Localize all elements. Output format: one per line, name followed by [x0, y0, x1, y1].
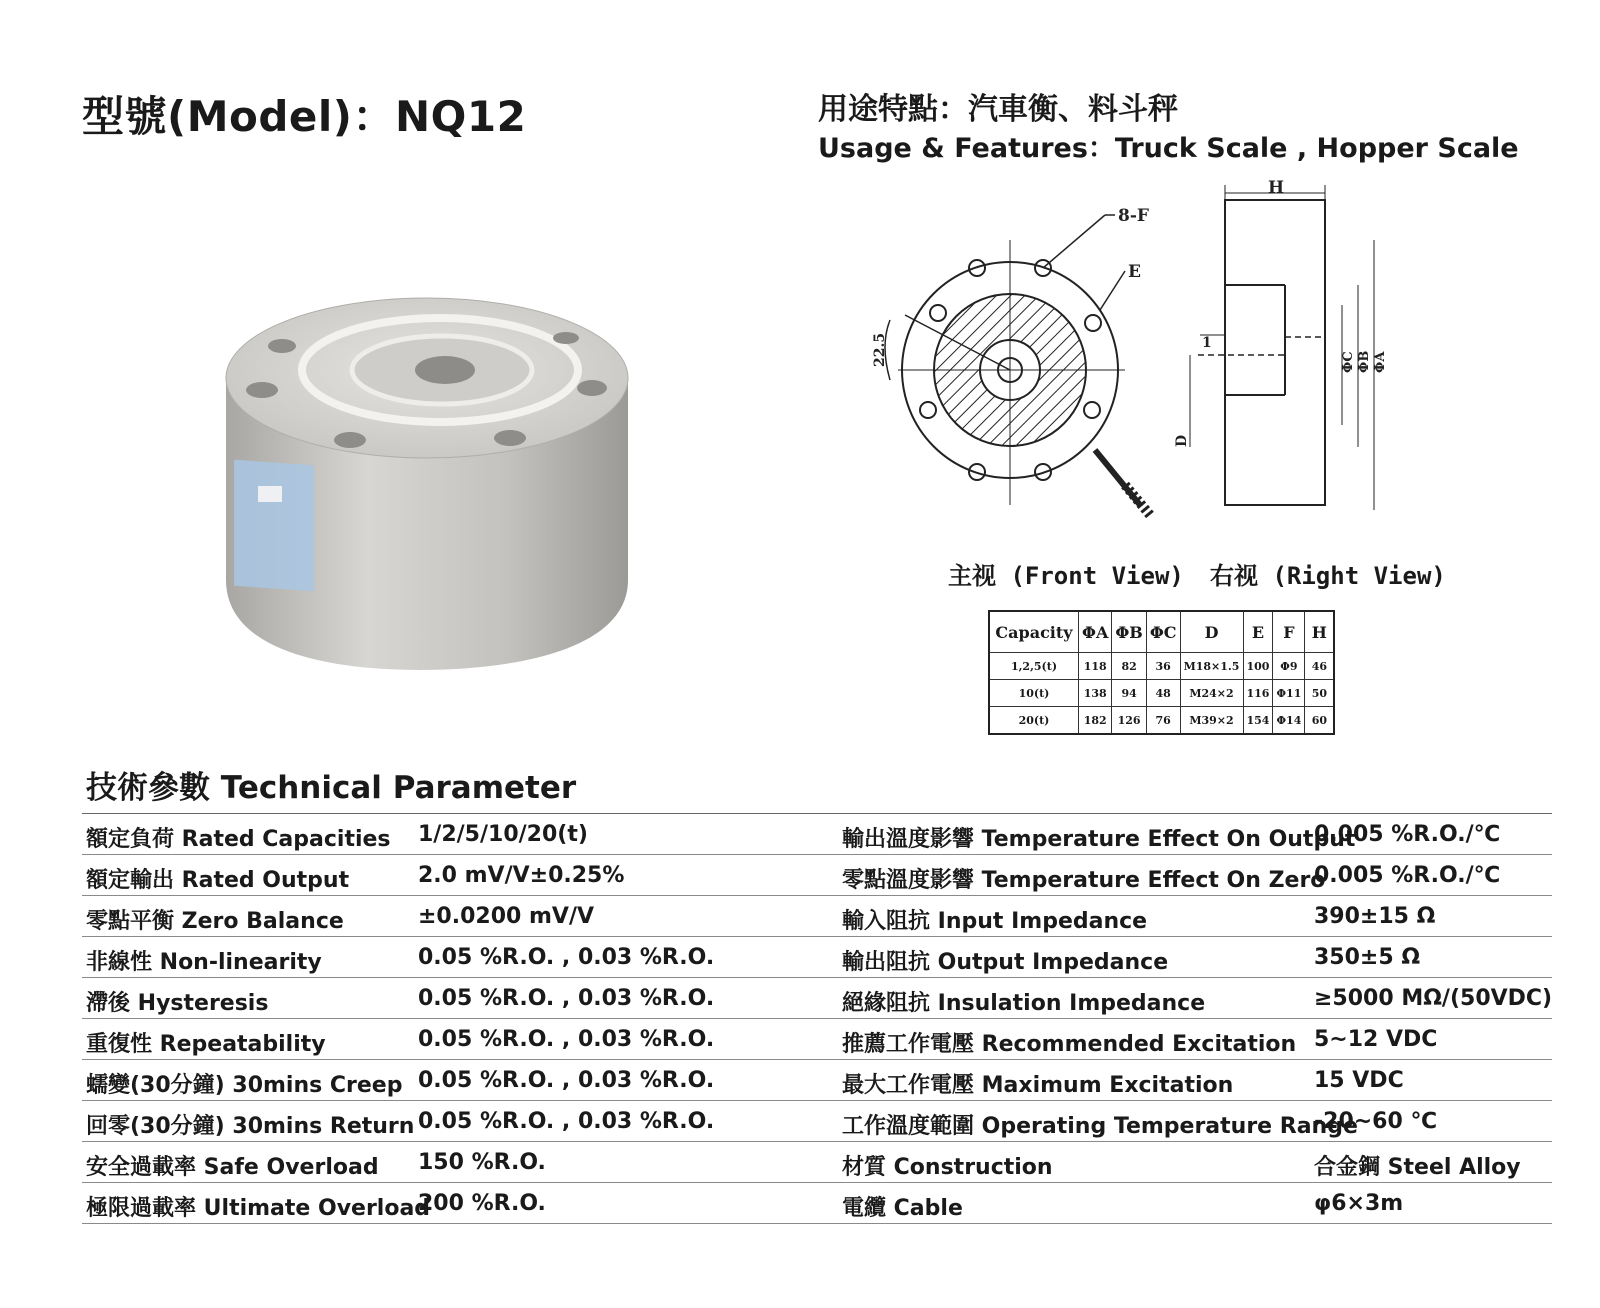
- dims-cell: Φ9: [1273, 653, 1305, 680]
- dims-cell: 1,2,5(t): [989, 653, 1079, 680]
- dims-cell: 100: [1243, 653, 1273, 680]
- param-label: 絕緣阻抗 Insulation Impedance: [842, 991, 1206, 1016]
- dims-header: Capacity: [989, 611, 1079, 653]
- table-row: [82, 937, 1552, 978]
- technical-drawing: [872, 178, 1440, 595]
- dims-cell: 76: [1146, 707, 1180, 735]
- param-label: 最大工作電壓 Maximum Excitation: [842, 1073, 1234, 1098]
- param-label: 滯後 Hysteresis: [86, 991, 269, 1016]
- param-value: 390±15 Ω: [1314, 904, 1436, 929]
- dims-cell: 116: [1243, 680, 1273, 707]
- dims-cell: 138: [1079, 680, 1112, 707]
- dims-header: ΦB: [1112, 611, 1146, 653]
- param-value: 15 VDC: [1314, 1068, 1404, 1093]
- label-phib: ΦB: [1357, 350, 1372, 373]
- dims-header: F: [1273, 611, 1305, 653]
- param-value: 合金鋼 Steel Alloy: [1314, 1155, 1521, 1180]
- param-label: 非線性 Non-linearity: [86, 950, 322, 975]
- dims-header: H: [1305, 611, 1335, 653]
- param-value: ≥5000 MΩ/(50VDC): [1314, 986, 1553, 1011]
- right-view-label: 右视 (Right View): [1210, 562, 1446, 590]
- dims-cell: 94: [1112, 680, 1146, 707]
- dims-header: ΦA: [1079, 611, 1112, 653]
- dims-cell: 46: [1305, 653, 1335, 680]
- table-row: [989, 707, 1334, 735]
- front-view-label: 主视 (Front View): [948, 562, 1184, 590]
- param-label: 回零(30分鐘) 30mins Return: [86, 1114, 415, 1139]
- dims-cell: M24×2: [1180, 680, 1243, 707]
- label-h: H: [1268, 178, 1285, 198]
- table-row: [82, 1183, 1552, 1224]
- param-label: 額定負荷 Rated Capacities: [86, 827, 391, 852]
- dims-header-row: [989, 611, 1334, 653]
- label-8f: 8-F: [1118, 206, 1149, 226]
- param-value: 0.05 %R.O. , 0.03 %R.O.: [418, 1109, 715, 1134]
- model-title: 型號(Model)：NQ12: [82, 92, 527, 141]
- table-row: [82, 1101, 1552, 1142]
- table-row: [82, 896, 1552, 937]
- usage-en: Usage & Features：Truck Scale , Hopper Scale: [818, 133, 1519, 164]
- param-value: 0.005 %R.O./℃: [1314, 863, 1501, 888]
- dims-cell: 36: [1146, 653, 1180, 680]
- table-row: [82, 978, 1552, 1019]
- dims-cell: 60: [1305, 707, 1335, 735]
- dims-cell: 182: [1079, 707, 1112, 735]
- param-label: 額定輸出 Rated Output: [86, 868, 350, 893]
- table-row: [82, 814, 1552, 855]
- param-value: 1/2/5/10/20(t): [418, 822, 588, 847]
- label-d: D: [1174, 434, 1190, 447]
- param-label: 安全過載率 Safe Overload: [86, 1155, 379, 1180]
- param-value: 0.05 %R.O. , 0.03 %R.O.: [418, 986, 715, 1011]
- param-value: -20~60 ℃: [1314, 1109, 1438, 1134]
- dims-header: E: [1243, 611, 1273, 653]
- param-label: 重復性 Repeatability: [86, 1032, 326, 1057]
- param-value: 0.005 %R.O./℃: [1314, 822, 1501, 847]
- table-row: [82, 1060, 1552, 1101]
- param-label: 輸出溫度影響 Temperature Effect On Output: [842, 827, 1356, 852]
- param-value: 0.05 %R.O. , 0.03 %R.O.: [418, 1027, 715, 1052]
- label-1: 1: [1202, 335, 1212, 351]
- param-label: 輸出阻抗 Output Impedance: [842, 950, 1169, 975]
- param-value: 350±5 Ω: [1314, 945, 1421, 970]
- table-row: [989, 653, 1334, 680]
- param-value: 0.05 %R.O. , 0.03 %R.O.: [418, 1068, 715, 1093]
- dims-cell: 118: [1079, 653, 1112, 680]
- param-value: 2.0 mV/V±0.25%: [418, 863, 625, 888]
- param-value: φ6×3m: [1314, 1191, 1404, 1216]
- usage-cn: 用途特點：汽車衡、料斗秤: [818, 92, 1178, 127]
- param-label: 零點平衡 Zero Balance: [86, 909, 344, 934]
- param-label: 材質 Construction: [842, 1155, 1053, 1180]
- dims-cell: 20(t): [989, 707, 1079, 735]
- dims-header: D: [1180, 611, 1243, 653]
- dims-cell: 82: [1112, 653, 1146, 680]
- param-value: 150 %R.O.: [418, 1150, 546, 1175]
- technical-parameter-table: [82, 813, 1552, 1224]
- table-row: [82, 855, 1552, 896]
- dimensions-table: [988, 610, 1335, 735]
- dims-cell: 154: [1243, 707, 1273, 735]
- dims-header: ΦC: [1146, 611, 1180, 653]
- label-phia: ΦA: [1373, 351, 1388, 373]
- dims-cell: 126: [1112, 707, 1146, 735]
- param-label: 蠕變(30分鐘) 30mins Creep: [86, 1073, 403, 1098]
- dims-cell: 48: [1146, 680, 1180, 707]
- param-label: 極限過載率 Ultimate Overload: [86, 1196, 431, 1221]
- param-label: 零點溫度影響 Temperature Effect On Zero: [842, 868, 1326, 893]
- param-label: 工作溫度範圍 Operating Temperature Range: [842, 1114, 1358, 1139]
- dims-cell: Φ14: [1273, 707, 1305, 735]
- dims-cell: Φ11: [1273, 680, 1305, 707]
- dims-cell: 10(t): [989, 680, 1079, 707]
- param-value: 5~12 VDC: [1314, 1027, 1438, 1052]
- param-value: 200 %R.O.: [418, 1191, 546, 1216]
- param-value: ±0.0200 mV/V: [418, 904, 594, 929]
- label-phic: ΦC: [1341, 351, 1356, 373]
- param-label: 輸入阻抗 Input Impedance: [842, 909, 1148, 934]
- param-label: 推薦工作電壓 Recommended Excitation: [842, 1032, 1297, 1057]
- dims-cell: M18×1.5: [1180, 653, 1243, 680]
- param-label: 電纜 Cable: [842, 1196, 963, 1221]
- load-cell-photo: [210, 290, 650, 690]
- table-row: [82, 1142, 1552, 1183]
- param-value: 0.05 %R.O. , 0.03 %R.O.: [418, 945, 715, 970]
- dims-cell: 50: [1305, 680, 1335, 707]
- label-e: E: [1128, 262, 1141, 282]
- table-row: [989, 680, 1334, 707]
- dims-cell: M39×2: [1180, 707, 1243, 735]
- label-angle: 22.5: [872, 332, 888, 367]
- technical-parameter-title: 技術參數 Technical Parameter: [86, 770, 577, 806]
- table-row: [82, 1019, 1552, 1060]
